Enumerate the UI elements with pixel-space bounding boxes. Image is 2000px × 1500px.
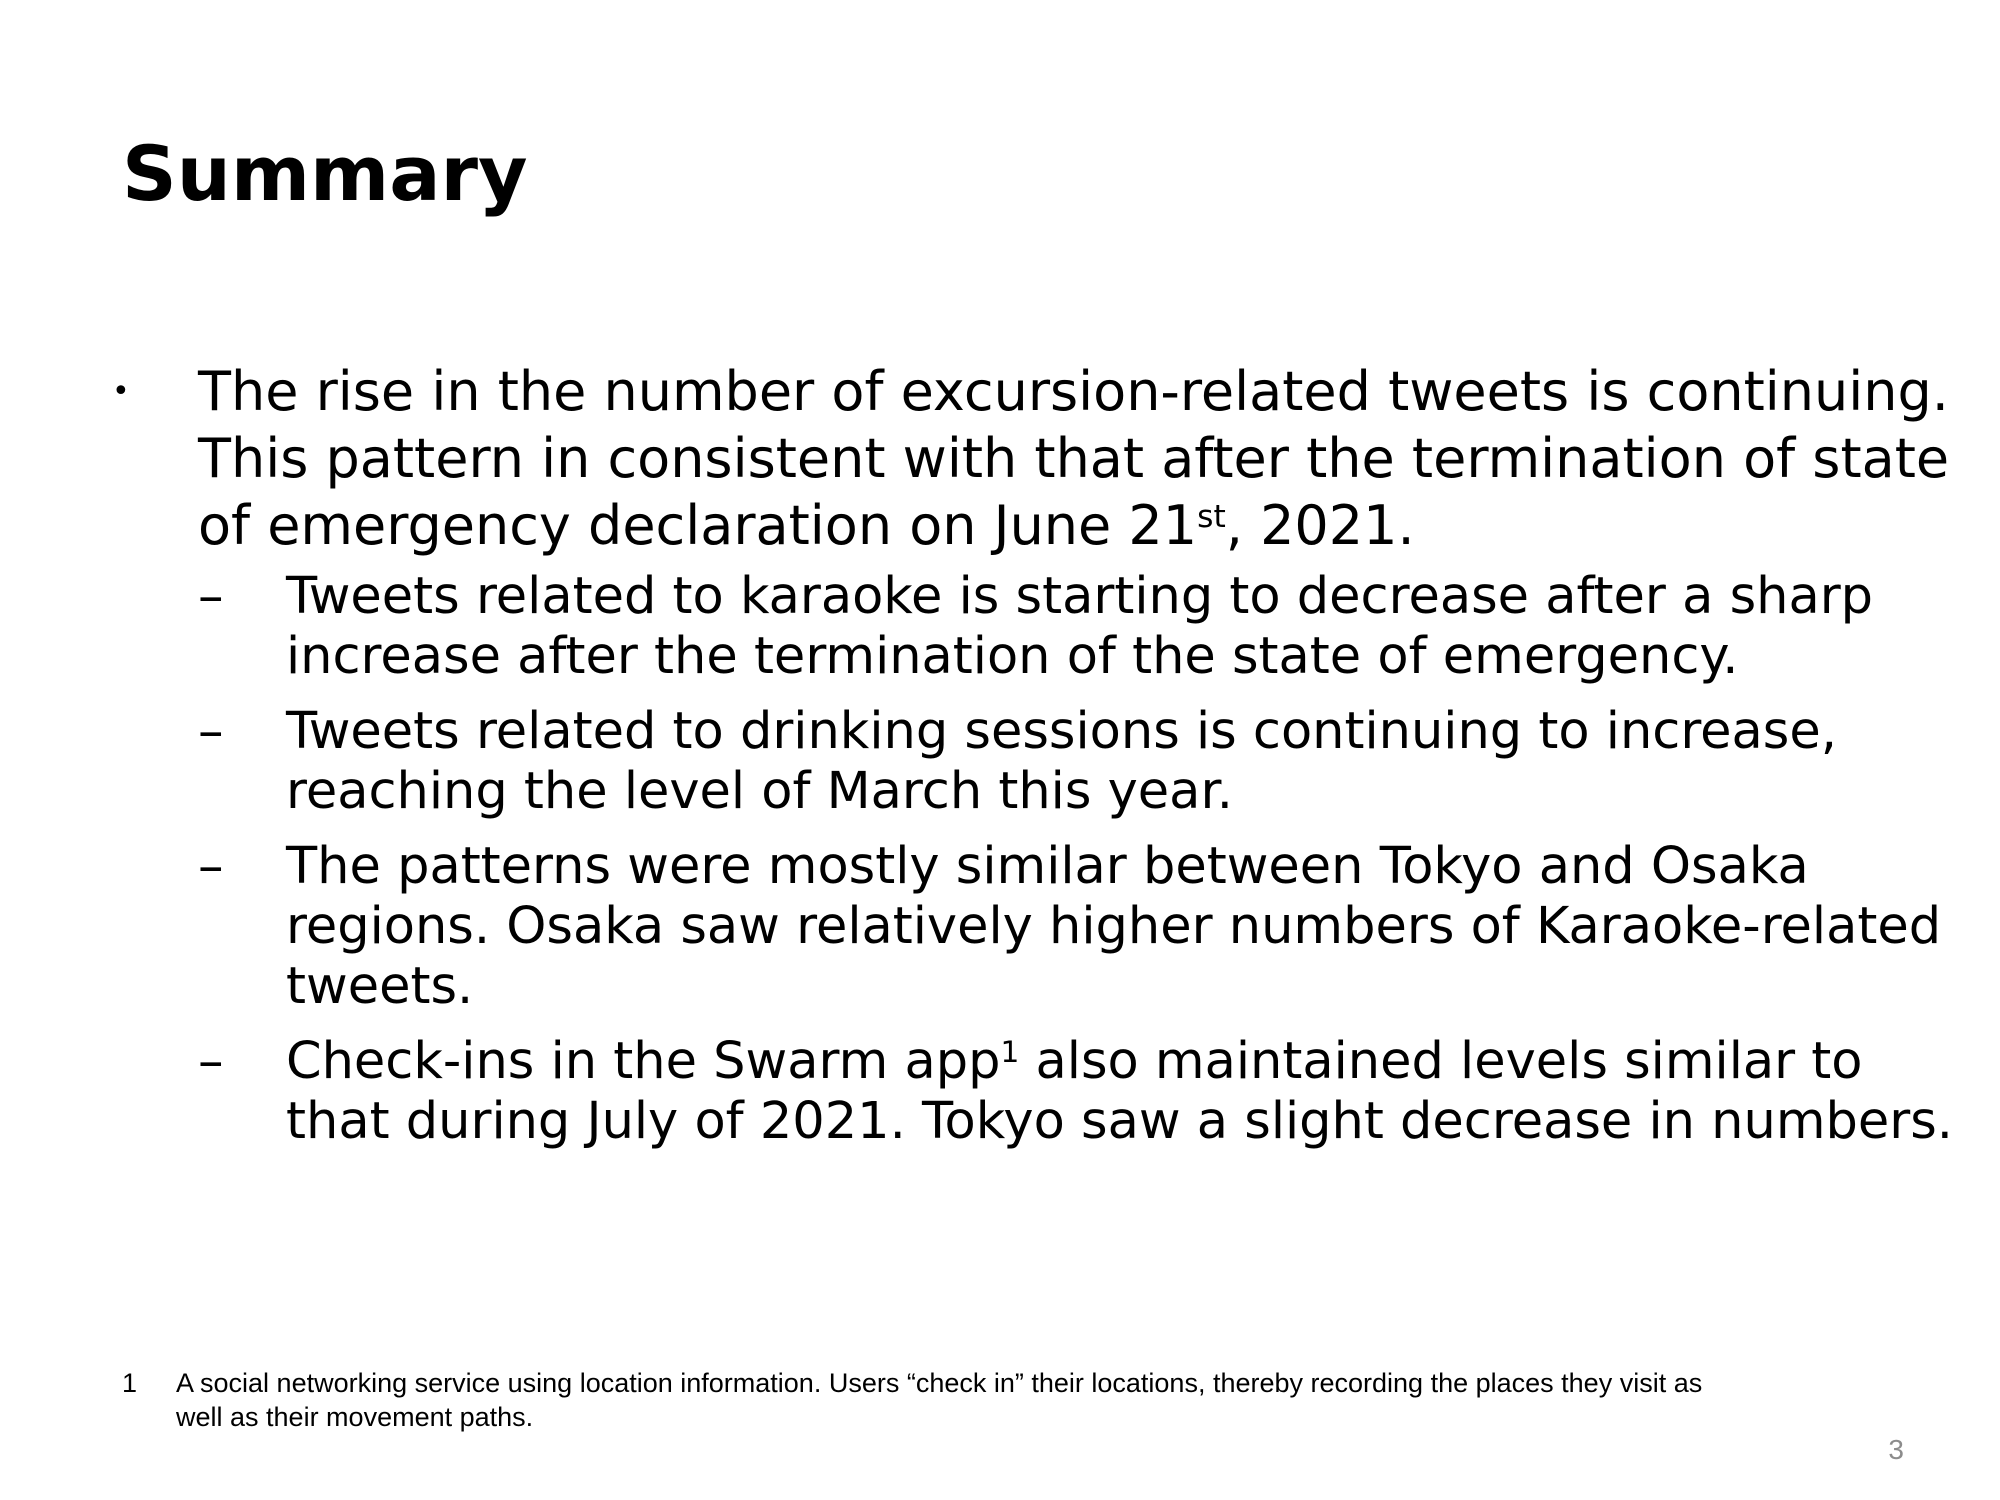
main-bullet-superscript: st xyxy=(1197,498,1226,535)
dash-marker: – xyxy=(198,567,224,626)
sub-bullet-text-end: also maintained levels similar to that during July of 2021. Tokyo saw a slight decrease in numbers. xyxy=(286,1032,1954,1151)
sub-bullet-text: The patterns were mostly similar between Tokyo and Osaka regions. Osaka saw relatively higher numbers of Karaoke-related tweets. xyxy=(286,837,1942,1016)
sub-bullet-text: Check-ins in the Swarm app xyxy=(286,1032,1001,1091)
slide-title: Summary xyxy=(122,129,528,218)
footnote-text: A social networking service using location information. Users “check in” their locations, thereby recording the places they visit as well as their movement paths. xyxy=(176,1368,1703,1432)
dash-marker: – xyxy=(198,1032,224,1091)
footnote xyxy=(122,1366,1742,1434)
page-number: 3 xyxy=(1888,1434,1904,1465)
sub-bullet-list xyxy=(112,567,1962,1152)
footnote-reference: 1 xyxy=(1000,1034,1020,1069)
main-bullet-point xyxy=(112,358,1962,559)
sub-bullet-text: Tweets related to drinking sessions is continuing to increase, reaching the level of March this year. xyxy=(286,702,1837,821)
sub-bullet-drinking xyxy=(198,702,1962,822)
sub-bullet-swarm xyxy=(198,1032,1962,1152)
footnote-number: 1 xyxy=(122,1368,138,1398)
main-bullet-text: The rise in the number of excursion-related tweets is continuing. This pattern in consistent with that after the termination of state of emergency declaration on June 21 xyxy=(198,360,1950,557)
sub-bullet-text: Tweets related to karaoke is starting to decrease after a sharp increase after the termination of the state of emergency. xyxy=(286,567,1874,686)
sub-bullet-karaoke xyxy=(198,567,1962,687)
summary-content xyxy=(112,358,1962,1167)
dash-marker: – xyxy=(198,837,224,896)
sub-bullet-regions xyxy=(198,837,1962,1017)
main-bullet-text-end: , 2021. xyxy=(1225,494,1415,557)
dash-marker: – xyxy=(198,702,224,761)
bullet-marker: • xyxy=(112,374,130,409)
